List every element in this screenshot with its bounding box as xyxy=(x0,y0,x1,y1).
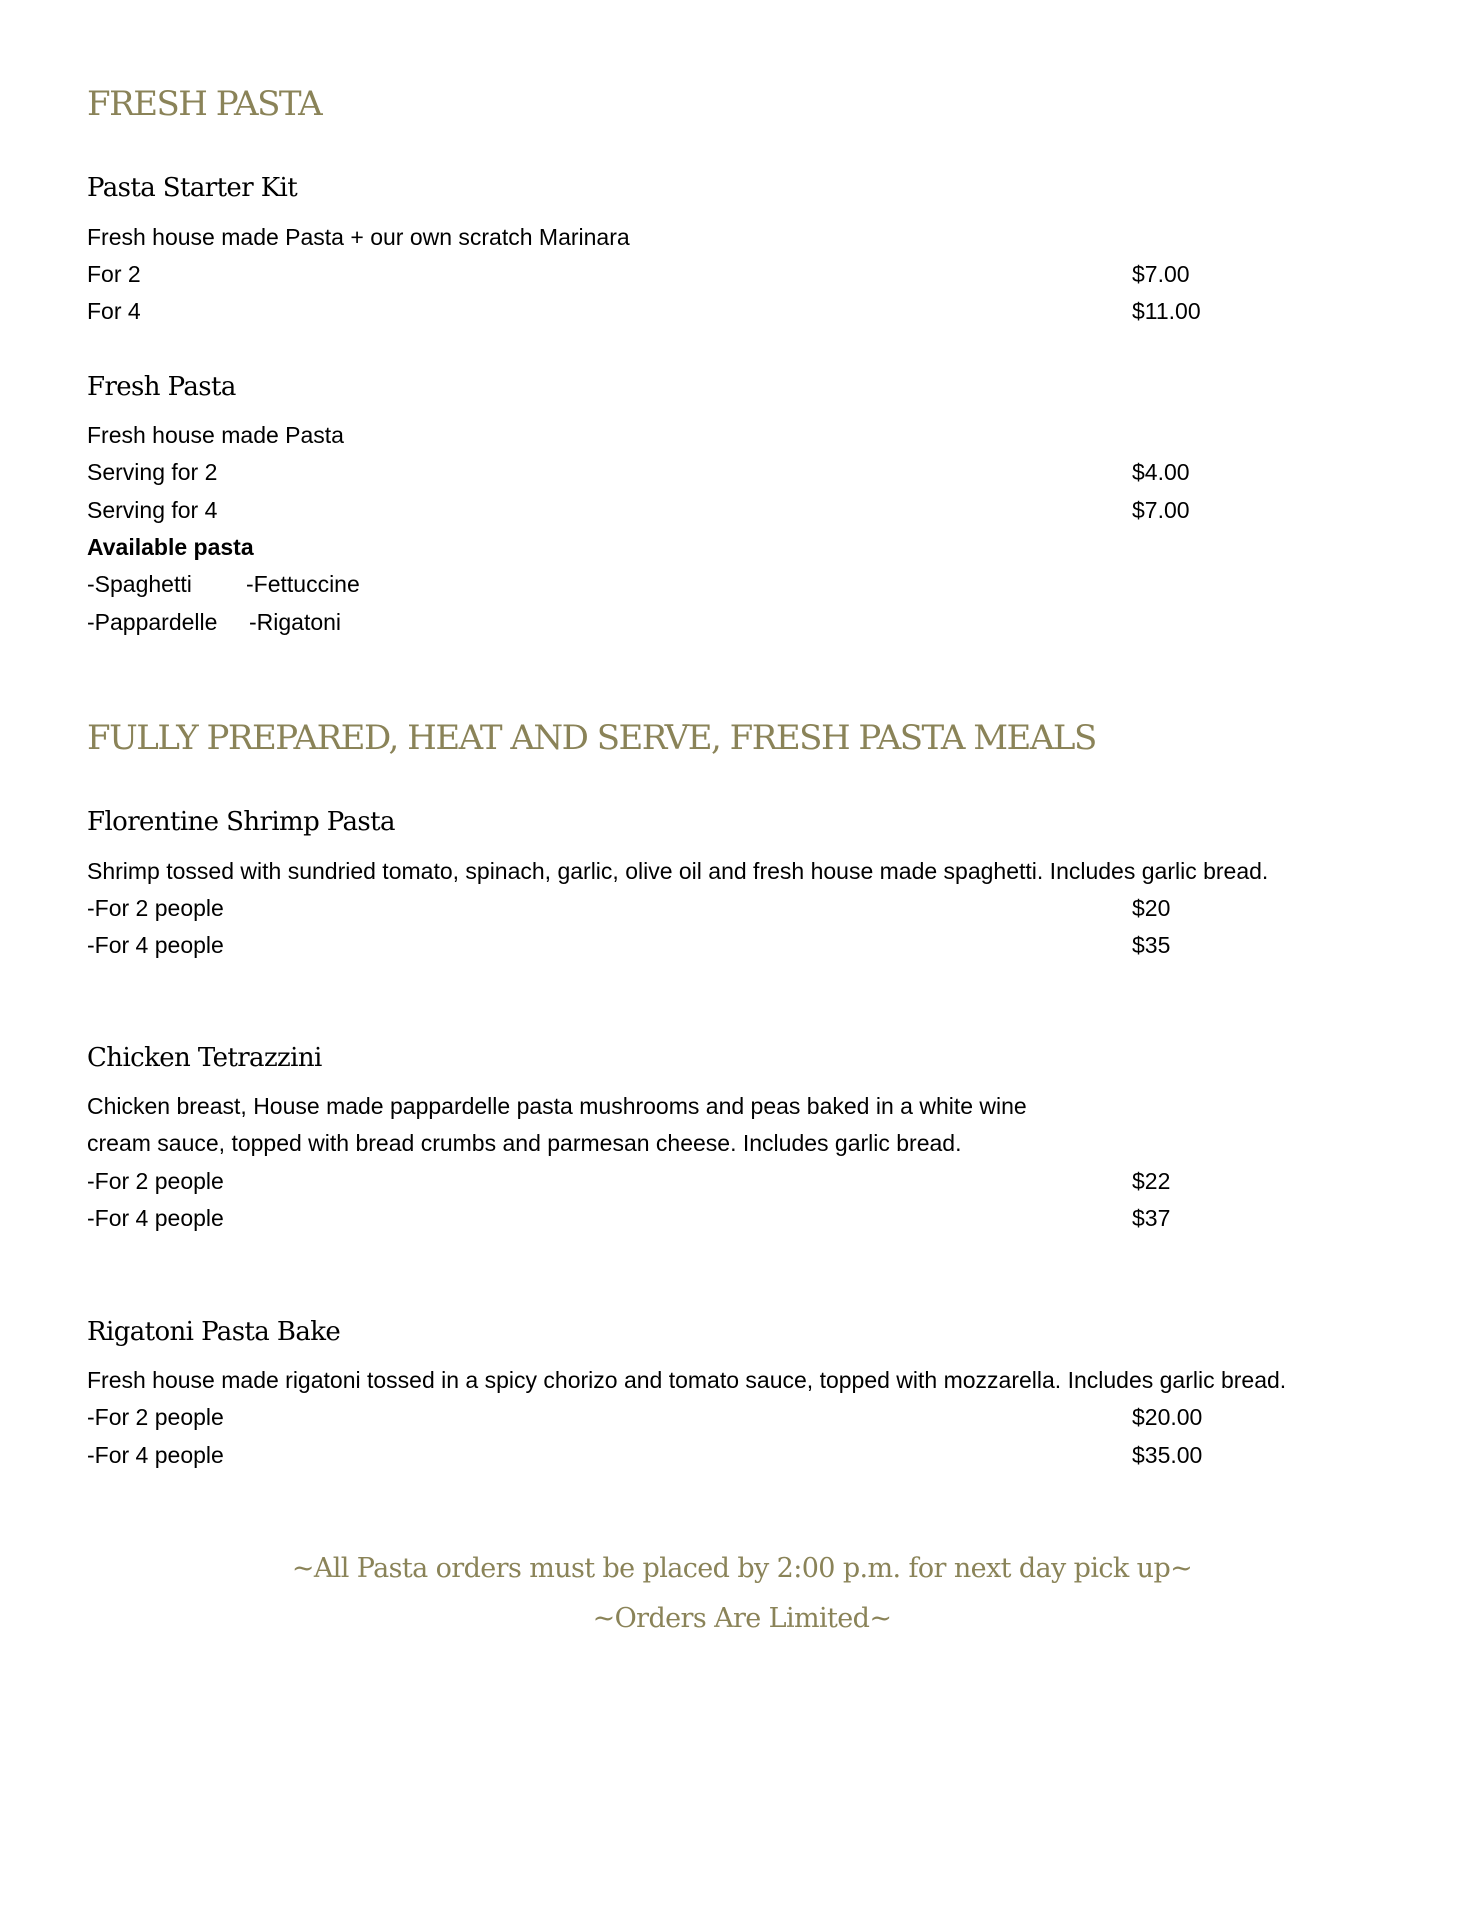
option-price: $35.00 xyxy=(1132,1442,1203,1468)
option-label: Serving for 4 xyxy=(87,497,218,523)
item-description: Shrimp tossed with sundried tomato, spinach, garlic, olive oil and fresh house made spaghetti. Includes garlic bread. xyxy=(87,858,1269,884)
option-label: Serving for 2 xyxy=(87,459,218,485)
item-description: Fresh house made Pasta xyxy=(87,422,344,448)
option-price: $11.00 xyxy=(1132,298,1201,324)
order-deadline-note: ~All Pasta orders must be placed by 2:00 p.m. for next day pick up~ xyxy=(291,1553,1193,1584)
available-pasta-label: Available pasta xyxy=(87,534,254,560)
option-label: -For 2 people xyxy=(87,1404,224,1430)
option-label: -For 4 people xyxy=(87,1205,224,1231)
option-price: $4.00 xyxy=(1132,459,1190,485)
option-label: For 2 xyxy=(87,261,141,287)
option-label: -For 2 people xyxy=(87,895,224,921)
option-label: -For 4 people xyxy=(87,932,224,958)
item-title-pasta-starter-kit: Pasta Starter Kit xyxy=(87,173,298,203)
option-price: $37 xyxy=(1132,1205,1171,1231)
option-price: $20.00 xyxy=(1132,1404,1203,1430)
item-description: Fresh house made Pasta + our own scratch Marinara xyxy=(87,224,630,250)
item-title-chicken-tetrazzini: Chicken Tetrazzini xyxy=(87,1043,322,1073)
section-heading-fresh-pasta: FRESH PASTA xyxy=(87,84,322,124)
available-pasta-item: -Rigatoni xyxy=(249,609,342,635)
item-title-fresh-pasta: Fresh Pasta xyxy=(87,372,236,402)
option-label: -For 2 people xyxy=(87,1168,224,1194)
item-description: Fresh house made rigatoni tossed in a spicy chorizo and tomato sauce, topped with mozzarella. Includes garlic bread. xyxy=(87,1367,1287,1393)
available-pasta-item: -Spaghetti xyxy=(87,571,192,597)
option-price: $22 xyxy=(1132,1168,1171,1194)
option-label: For 4 xyxy=(87,298,141,324)
option-price: $20 xyxy=(1132,895,1171,921)
item-title-florentine-shrimp-pasta: Florentine Shrimp Pasta xyxy=(87,807,395,837)
option-price: $7.00 xyxy=(1132,261,1190,287)
item-description: Chicken breast, House made pappardelle pasta mushrooms and peas baked in a white wine xyxy=(87,1093,1027,1119)
available-pasta-item: -Pappardelle xyxy=(87,609,218,635)
orders-limited-note: ~Orders Are Limited~ xyxy=(592,1603,892,1634)
item-description: cream sauce, topped with bread crumbs and parmesan cheese. Includes garlic bread. xyxy=(87,1130,962,1156)
item-title-rigatoni-pasta-bake: Rigatoni Pasta Bake xyxy=(87,1317,341,1347)
available-pasta-item: -Fettuccine xyxy=(246,571,360,597)
section-heading-meals: FULLY PREPARED, HEAT AND SERVE, FRESH PASTA MEALS xyxy=(87,718,1096,758)
option-label: -For 4 people xyxy=(87,1442,224,1468)
option-price: $7.00 xyxy=(1132,497,1190,523)
option-price: $35 xyxy=(1132,932,1171,958)
